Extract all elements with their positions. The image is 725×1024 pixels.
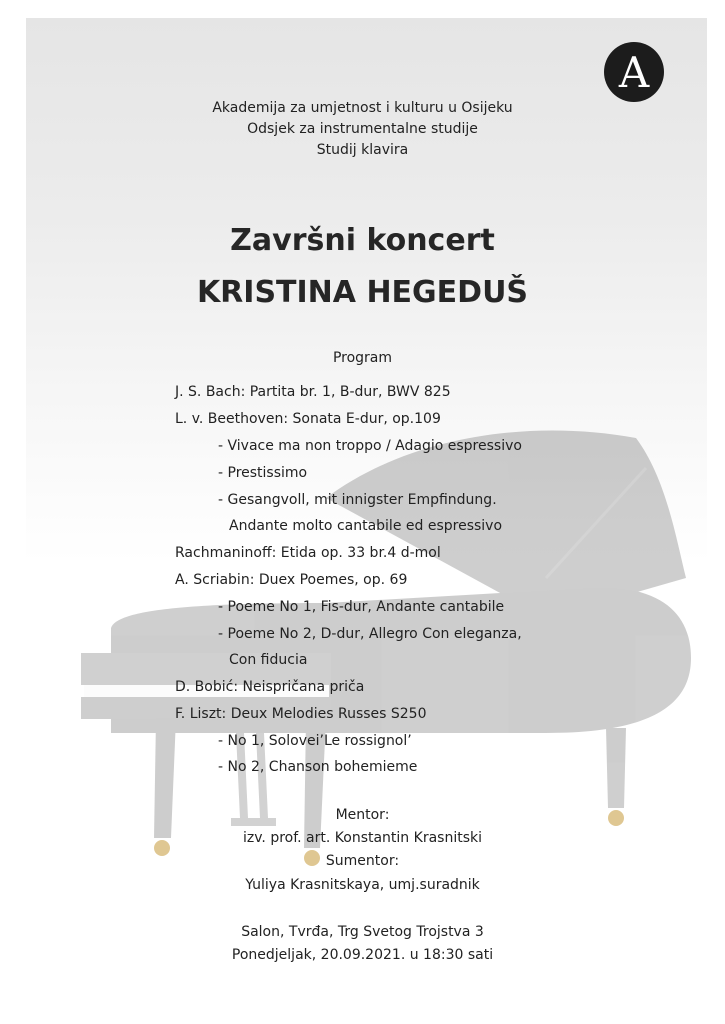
program-line: Con fiducia [229, 652, 308, 668]
program-heading: Program [332, 350, 393, 366]
venue-location: Salon, Tvrđa, Trg Svetog Trojstva 3 [241, 924, 484, 940]
program-line: Rachmaninoff: Etida op. 33 br.4 d-mol [175, 545, 441, 561]
department-name: Odsjek za instrumentalne studije [247, 121, 478, 137]
sumentor-label: Sumentor: [325, 853, 400, 869]
sumentor-name: Yuliya Krasnitskaya, umj.suradnik [245, 877, 480, 893]
concert-title: Završni koncert [230, 223, 495, 258]
logo-letter: A [618, 48, 650, 97]
program-line: - Poeme No 2, D-dur, Allegro Con eleganza, [218, 626, 522, 642]
program-line: - Gesangvoll, mit innigster Empfindung. [218, 492, 497, 508]
program-line: A. Scriabin: Duex Poemes, op. 69 [175, 572, 408, 588]
program-line: - No 1, Solovei’Le rossignol’ [218, 733, 412, 749]
program-line: D. Bobić: Neispričana priča [175, 679, 365, 695]
program-line: F. Liszt: Deux Melodies Russes S250 [175, 706, 427, 722]
institution-header [0, 98, 725, 161]
performer-name: KRISTINA HEGEDUŠ [196, 275, 529, 310]
program-line: - Vivace ma non troppo / Adagio espressivo [218, 438, 522, 454]
program-line: Andante molto cantabile ed espressivo [229, 518, 503, 534]
program-line: - Prestissimo [218, 465, 308, 481]
mentor-name: izv. prof. art. Konstantin Krasnitski [243, 830, 482, 846]
institution-name: Akademija za umjetnost i kulturu u Osijeku [212, 100, 513, 116]
program-line: L. v. Beethoven: Sonata E-dur, op.109 [175, 411, 441, 427]
program-line: - Poeme No 1, Fis-dur, Andante cantabile [218, 599, 505, 615]
program-line: - No 2, Chanson bohemieme [218, 759, 418, 775]
mentor-label: Mentor: [335, 807, 390, 823]
academy-logo [604, 42, 664, 102]
program-line: J. S. Bach: Partita br. 1, B-dur, BWV 825 [175, 384, 451, 400]
event-datetime: Ponedjeljak, 20.09.2021. u 18:30 sati [231, 947, 494, 963]
study-name: Studij klavira [316, 142, 409, 158]
